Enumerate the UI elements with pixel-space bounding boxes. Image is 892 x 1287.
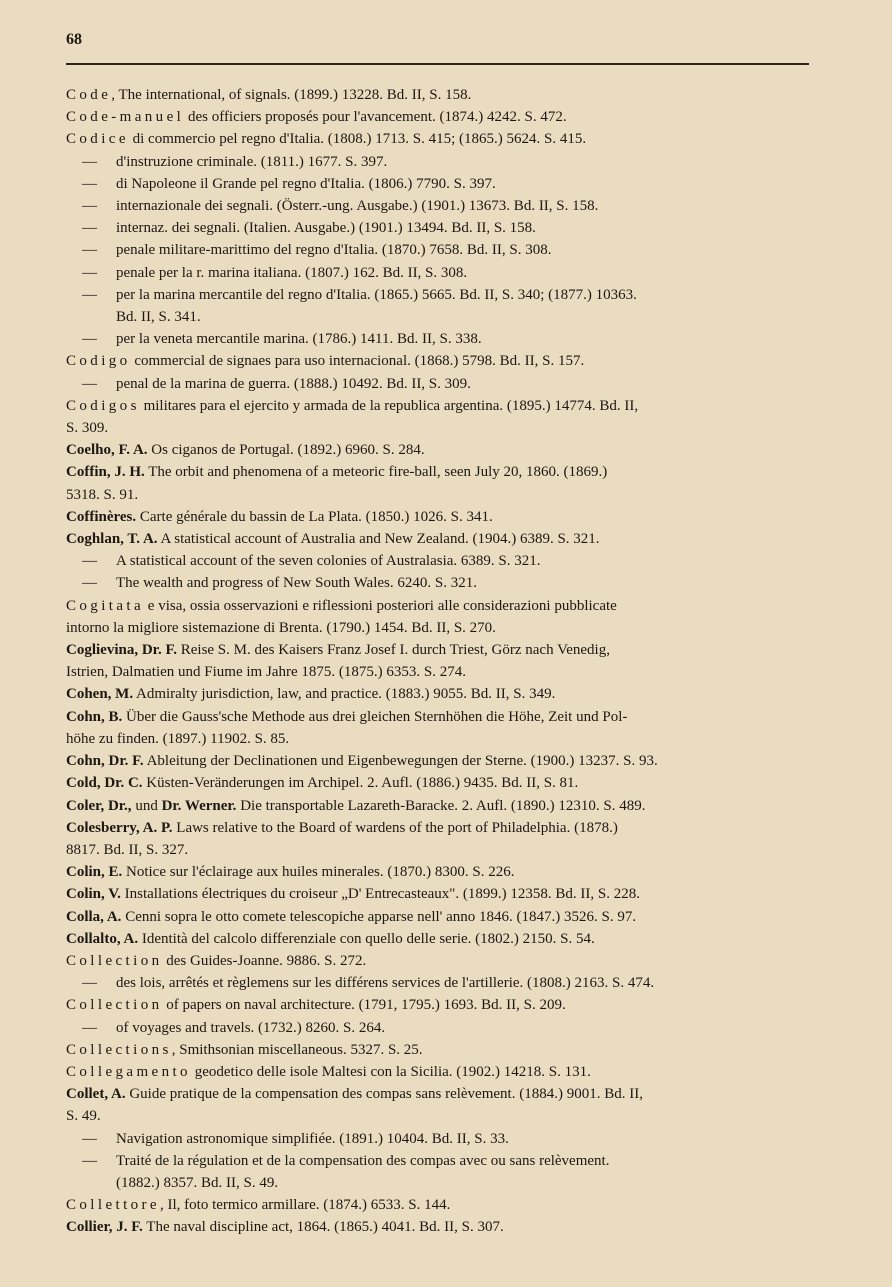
entry-text: des lois, arrêtés et règlemens sur les différens services de l'artillerie. (1808.) 2163. S. 474. bbox=[116, 975, 655, 992]
entry-text: Cenni sopra le otto comete telescopiche apparse nell' anno 1846. (1847.) 3526. S. 97. bbox=[121, 908, 637, 925]
catalog-entry bbox=[66, 239, 811, 261]
catalog-entry bbox=[66, 461, 811, 505]
entry-heading: Codice bbox=[66, 131, 129, 148]
entry-author: Cold, Dr. C. bbox=[66, 775, 143, 792]
entry-author: Coelho, F. A. bbox=[66, 442, 148, 459]
entry-text: Os ciganos de Portugal. (1892.) 6960. S. 284. bbox=[147, 442, 425, 459]
catalog-entry bbox=[66, 883, 811, 905]
catalog-entry bbox=[66, 706, 811, 750]
entry-author: Coffinères. bbox=[66, 508, 137, 525]
entry-text: Notice sur l'éclairage aux huiles minerales. (1870.) 8300. S. 226. bbox=[122, 864, 515, 881]
entry-text: commercial de signaes para uso internacional. (1868.) 5798. Bd. II, S. 157. bbox=[130, 353, 585, 370]
entry-text: , Smithsonian miscellaneous. 5327. S. 25. bbox=[171, 1041, 423, 1058]
catalog-entry bbox=[66, 217, 811, 239]
page-number: 68 bbox=[66, 31, 82, 48]
entry-heading: Code-manuel bbox=[66, 109, 185, 126]
entry-author: Coffin, J. H. bbox=[66, 464, 145, 481]
entry-author: Collet, A. bbox=[66, 1086, 126, 1103]
entry-heading: Cogitata bbox=[66, 597, 145, 614]
entry-author: Colla, A. bbox=[66, 908, 122, 925]
entry-text: des Guides-Joanne. 9886. S. 272. bbox=[162, 952, 367, 969]
entry-heading: Collection bbox=[66, 997, 163, 1014]
catalog-entry bbox=[66, 595, 811, 639]
catalog-entry bbox=[66, 1017, 811, 1039]
catalog-entry bbox=[66, 1150, 811, 1194]
entry-author: Cohen, M. bbox=[66, 686, 134, 703]
entry-heading: Collegamento bbox=[66, 1063, 191, 1080]
entry-text: geodetico delle isole Maltesi con la Sicilia. (1902.) 14218. S. 131. bbox=[190, 1063, 591, 1080]
entry-text: penale per la r. marina italiana. (1807.) 162. Bd. II, S. 308. bbox=[116, 264, 468, 281]
entry-text: Guide pratique de la compensation des compas sans relèvement. (1884.) 9001. Bd. II, bbox=[125, 1086, 643, 1103]
entry-text: internazionale dei segnali. (Österr.-ung. Ausgabe.) (1901.) 13673. Bd. II, S. 158. bbox=[116, 198, 599, 215]
entry-author: Colin, V. bbox=[66, 886, 121, 903]
entry-text: Ableitung der Declinationen und Eigenbewegungen der Sterne. (1900.) 13237. S. 93. bbox=[143, 753, 658, 770]
entry-heading: Codigos bbox=[66, 397, 140, 414]
entry-text: Über die Gauss'sche Methode aus drei gleichen Sternhöhen die Höhe, Zeit und Pol- bbox=[122, 708, 628, 725]
catalog-entry bbox=[66, 328, 811, 350]
entry-text: Admiralty jurisdiction, law, and practice. (1883.) 9055. Bd. II, S. 349. bbox=[133, 686, 556, 703]
entry-text: des officiers proposés pour l'avancement. (1874.) 4242. S. 472. bbox=[184, 109, 567, 126]
catalog-entry bbox=[66, 350, 811, 372]
entry-heading: Codigo bbox=[66, 353, 131, 370]
entry-continuation: (1882.) 8357. Bd. II, S. 49. bbox=[116, 1174, 279, 1191]
entry-text: Reise S. M. des Kaisers Franz Josef I. durch Triest, Görz nach Venedig, bbox=[176, 642, 610, 659]
entry-text: The orbit and phenomena of a meteoric fire-ball, seen July 20, 1860. (1869.) bbox=[144, 464, 608, 481]
entry-text: militares para el ejercito y armada de la republica argentina. (1895.) 14774. Bd. II, bbox=[139, 397, 639, 414]
entry-author: Coglievina, Dr. F. bbox=[66, 642, 177, 659]
catalog-entry bbox=[66, 1128, 811, 1150]
catalog-entry bbox=[66, 262, 811, 284]
entry-author: Collalto, A. bbox=[66, 930, 139, 947]
entry-heading: Collettore bbox=[66, 1197, 160, 1214]
catalog-entry bbox=[66, 817, 811, 861]
entry-text: Küsten-Veränderungen im Archipel. 2. Aufl. (1886.) 9435. Bd. II, S. 81. bbox=[142, 775, 579, 792]
catalog-entry bbox=[66, 772, 811, 794]
entry-continuation: S. 309. bbox=[66, 420, 109, 437]
entry-text: und bbox=[131, 797, 162, 814]
entry-text: Navigation astronomique simplifiée. (1891.) 10404. Bd. II, S. 33. bbox=[116, 1130, 509, 1147]
catalog-entry bbox=[66, 639, 811, 683]
catalog-entry bbox=[66, 1039, 811, 1061]
catalog-entry bbox=[66, 1194, 811, 1216]
catalog-entry bbox=[66, 550, 811, 572]
entry-author: Dr. Werner. bbox=[161, 797, 237, 814]
entry-author: Coler, Dr., bbox=[66, 797, 132, 814]
entry-continuation: 8817. Bd. II, S. 327. bbox=[66, 841, 189, 858]
catalog-entry bbox=[66, 1061, 811, 1083]
entry-text: penal de la marina de guerra. (1888.) 10492. Bd. II, S. 309. bbox=[116, 375, 471, 392]
catalog-entry bbox=[66, 950, 811, 972]
header-rule bbox=[66, 63, 809, 65]
catalog-entry bbox=[66, 395, 811, 439]
entry-text: Traité de la régulation et de la compensation des compas avec ou sans relèvement. bbox=[116, 1152, 610, 1169]
entry-text: Carte générale du bassin de La Plata. (1850.) 1026. S. 341. bbox=[136, 508, 493, 525]
entry-text: per la veneta mercantile marina. (1786.) 1411. Bd. II, S. 338. bbox=[116, 331, 482, 348]
entry-continuation: 5318. S. 91. bbox=[66, 486, 139, 503]
catalog-entry bbox=[66, 173, 811, 195]
entry-author: Cohn, Dr. F. bbox=[66, 753, 144, 770]
catalog-entries bbox=[66, 84, 811, 1239]
entry-text: Identità del calcolo differenziale con quello delle serie. (1802.) 2150. S. 54. bbox=[138, 930, 595, 947]
catalog-entry bbox=[66, 972, 811, 994]
catalog-entry bbox=[66, 106, 811, 128]
entry-text: per la marina mercantile del regno d'Italia. (1865.) 5665. Bd. II, S. 340; (1877.) 10363. bbox=[116, 286, 637, 303]
catalog-entry bbox=[66, 928, 811, 950]
entry-text: of papers on naval architecture. (1791, 1795.) 1693. Bd. II, S. 209. bbox=[162, 997, 566, 1014]
catalog-entry bbox=[66, 750, 811, 772]
catalog-entry bbox=[66, 683, 811, 705]
catalog-entry bbox=[66, 151, 811, 173]
entry-text: Laws relative to the Board of wardens of the port of Philadelphia. (1878.) bbox=[172, 819, 618, 836]
catalog-entry bbox=[66, 994, 811, 1016]
catalog-entry bbox=[66, 284, 811, 328]
entry-text: di commercio pel regno d'Italia. (1808.) 1713. S. 415; (1865.) 5624. S. 415. bbox=[128, 131, 587, 148]
entry-author: Coghlan, T. A. bbox=[66, 531, 158, 548]
catalog-entry bbox=[66, 506, 811, 528]
entry-heading: Collections bbox=[66, 1041, 172, 1058]
entry-text: , Il, foto termico armillare. (1874.) 6533. S. 144. bbox=[160, 1197, 451, 1214]
entry-text: of voyages and travels. (1732.) 8260. S. 264. bbox=[116, 1019, 386, 1036]
catalog-entry bbox=[66, 528, 811, 550]
entry-text: d'instruzione criminale. (1811.) 1677. S. 397. bbox=[116, 153, 388, 170]
entry-text: A statistical account of Australia and New Zealand. (1904.) 6389. S. 321. bbox=[157, 531, 600, 548]
entry-continuation: Bd. II, S. 341. bbox=[116, 309, 201, 326]
catalog-entry bbox=[66, 1216, 811, 1238]
entry-text: internaz. dei segnali. (Italien. Ausgabe.) (1901.) 13494. Bd. II, S. 158. bbox=[116, 220, 536, 237]
catalog-entry bbox=[66, 572, 811, 594]
entry-heading: Collection bbox=[66, 952, 163, 969]
catalog-entry bbox=[66, 373, 811, 395]
entry-heading: Code bbox=[66, 87, 112, 103]
catalog-entry bbox=[66, 795, 811, 817]
catalog-entry bbox=[66, 128, 811, 150]
entry-text: penale militare-marittimo del regno d'Italia. (1870.) 7658. Bd. II, S. 308. bbox=[116, 242, 552, 259]
entry-text: Die transportable Lazareth-Baracke. 2. Aufl. (1890.) 12310. S. 489. bbox=[236, 797, 646, 814]
entry-text: The naval discipline act, 1864. (1865.) 4041. Bd. II, S. 307. bbox=[142, 1219, 504, 1236]
entry-continuation: S. 49. bbox=[66, 1108, 101, 1125]
entry-author: Cohn, B. bbox=[66, 708, 123, 725]
entry-text: Installations électriques du croiseur „D' Entrecasteaux". (1899.) 12358. Bd. II, S. 228. bbox=[120, 886, 641, 903]
entry-text: The wealth and progress of New South Wales. 6240. S. 321. bbox=[116, 575, 477, 592]
catalog-entry bbox=[66, 906, 811, 928]
entry-text: , The international, of signals. (1899.) 13228. Bd. II, S. 158. bbox=[111, 87, 472, 103]
catalog-entry bbox=[66, 439, 811, 461]
catalog-entry bbox=[66, 1083, 811, 1127]
entry-text: A statistical account of the seven colonies of Australasia. 6389. S. 321. bbox=[116, 553, 541, 570]
entry-text: di Napoleone il Grande pel regno d'Italia. (1806.) 7790. S. 397. bbox=[116, 175, 496, 192]
catalog-entry bbox=[66, 195, 811, 217]
catalog-entry bbox=[66, 84, 811, 106]
entry-text: e visa, ossia osservazioni e riflessioni posteriori alle considerazioni pubblicate bbox=[144, 597, 617, 614]
entry-author: Collier, J. F. bbox=[66, 1219, 143, 1236]
catalog-entry bbox=[66, 861, 811, 883]
entry-continuation: Istrien, Dalmatien und Fiume im Jahre 1875. (1875.) 6353. S. 274. bbox=[66, 664, 466, 681]
entry-author: Colesberry, A. P. bbox=[66, 819, 173, 836]
entry-continuation: höhe zu finden. (1897.) 11902. S. 85. bbox=[66, 730, 290, 747]
entry-continuation: intorno la migliore sistemazione di Brenta. (1790.) 1454. Bd. II, S. 270. bbox=[66, 619, 496, 636]
entry-author: Colin, E. bbox=[66, 864, 123, 881]
